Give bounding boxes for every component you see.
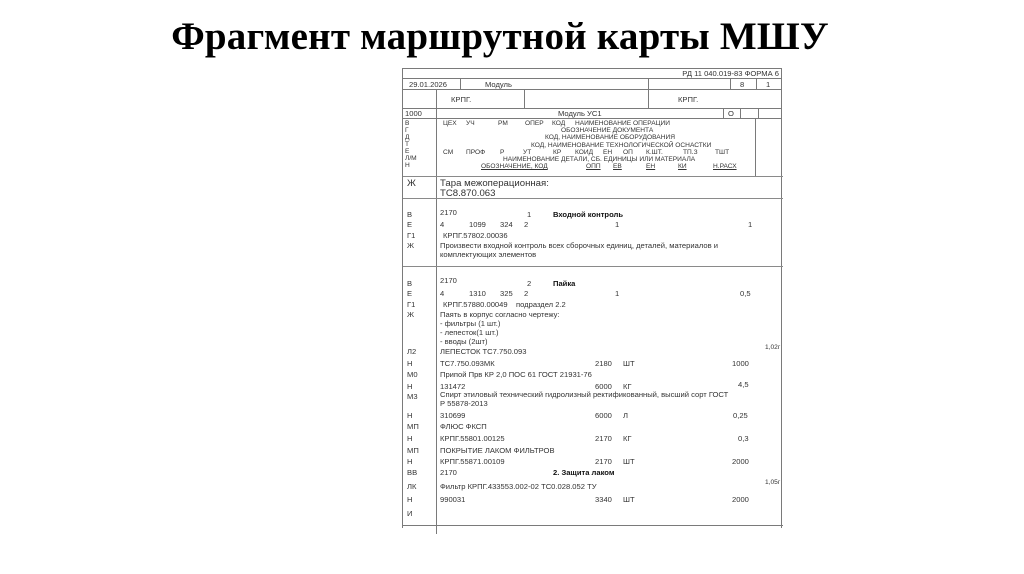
ceh-value: 2170 xyxy=(440,276,457,285)
legend-block xyxy=(403,119,783,177)
tsht-value: 0,5 xyxy=(740,289,751,298)
material-code: ТС7.750.093МК xyxy=(440,359,495,368)
legend-code: Е xyxy=(405,148,410,155)
legend-label: УЧ xyxy=(466,120,475,127)
form-id: РД 11 040.019-83 ФОРМА 6 xyxy=(682,69,779,78)
row-code: ВВ xyxy=(407,468,418,477)
material-name: Р 55878-2013 xyxy=(440,399,488,408)
material-code: КРПГ.55871.00109 xyxy=(440,457,505,466)
material-unit: ШТ xyxy=(623,495,635,504)
legend-label: Н.РАСХ xyxy=(713,163,737,170)
row-code: Н xyxy=(407,382,413,391)
row-code: В xyxy=(407,279,413,288)
legend-label: РМ xyxy=(498,120,508,127)
row-code: В xyxy=(407,210,413,219)
legend-label: ОПП xyxy=(586,163,601,170)
row-code: Г1 xyxy=(407,300,416,309)
tara-value: ТС8.870.063 xyxy=(440,188,496,199)
product-code: 1000 xyxy=(405,109,422,118)
material-opp: 6000 xyxy=(595,411,612,420)
material-name: ЛЕПЕСТОК ТС7.750.093 xyxy=(440,347,527,356)
material-name: ПОКРЫТИЕ ЛАКОМ ФИЛЬТРОВ xyxy=(440,446,555,455)
row-code: Е xyxy=(407,220,413,229)
ceh-value: 2170 xyxy=(440,468,457,477)
ceh-value: 2170 xyxy=(440,208,457,217)
material-qty: 0,3 xyxy=(738,434,749,443)
material-qty: 4,5 xyxy=(738,380,749,389)
legend-label: НАИМЕНОВАНИЕ ДЕТАЛИ, СБ. ЕДИНИЦЫ ИЛИ МАТЕРИАЛА xyxy=(503,156,696,163)
legend-label: УТ xyxy=(523,149,532,156)
header-row-date xyxy=(403,79,781,90)
prof-value: 1099 xyxy=(469,220,486,229)
row-code: Н xyxy=(407,359,413,368)
operation-text: - лепесток(1 шт.) xyxy=(440,328,499,337)
tara-block xyxy=(403,177,783,199)
org-right: КРПГ. xyxy=(678,95,699,104)
r-value: 324 xyxy=(500,220,513,229)
legend-label: НАИМЕНОВАНИЕ ОПЕРАЦИИ xyxy=(575,120,670,127)
material-mass: 1,05г xyxy=(765,479,781,486)
material-name: Припой Прв КР 2,0 ПОС 61 ГОСТ 21931-76 xyxy=(440,370,592,379)
material-opp: 3340 xyxy=(595,495,612,504)
row-code: И xyxy=(407,509,413,518)
material-name: ФЛЮС ФКСП xyxy=(440,422,487,431)
material-code: КРПГ.55801.00125 xyxy=(440,434,505,443)
operation-text: Произвести входной контроль всех сборочных единиц, деталей, материалов и xyxy=(440,241,718,250)
tsht-value: 1 xyxy=(748,220,753,229)
material-name: Спирт этиловый технический гидролизный ректификованный, высший сорт ГОСТ xyxy=(440,390,729,399)
sm-value: 4 xyxy=(440,289,445,298)
row-code: М3 xyxy=(407,392,418,401)
material-code: 310699 xyxy=(440,411,466,420)
legend-code: Г xyxy=(405,127,409,134)
legend-label: КОИД xyxy=(575,149,594,156)
legend-label: ТШТ xyxy=(715,149,730,156)
material-code: 131472 xyxy=(440,382,466,391)
document-ref: КРПГ.57880.00049 xyxy=(443,300,508,309)
operation-incoming-control xyxy=(403,199,783,267)
material-opp: 6000 xyxy=(595,382,612,391)
row-code: ЛК xyxy=(407,482,417,491)
ut-value: 2 xyxy=(524,289,529,298)
oper-number: 1 xyxy=(527,210,532,219)
material-unit: КГ xyxy=(623,382,632,391)
row-code: Л2 xyxy=(407,347,417,356)
operation-text: - вводы (2шт) xyxy=(440,337,488,346)
legend-label: КОД, НАИМЕНОВАНИЕ ТЕХНОЛОГИЧЕСКОЙ ОСНАСТКИ xyxy=(531,142,712,149)
row-code: МП xyxy=(407,422,419,431)
operation-text: комплектующих элементов xyxy=(440,250,537,259)
row-code: Н xyxy=(407,495,413,504)
row-code: МП xyxy=(407,446,419,455)
material-qty: 0,25 xyxy=(733,411,748,420)
material-unit: ШТ xyxy=(623,359,635,368)
legend-code: Т xyxy=(405,141,410,148)
material-mass: 1,02г xyxy=(765,344,781,351)
legend-label: ОПЕР xyxy=(525,120,544,127)
legend-label: Р xyxy=(500,149,505,156)
material-opp: 2170 xyxy=(595,434,612,443)
operation-name: Пайка xyxy=(553,279,576,288)
oper-number: 2 xyxy=(527,279,532,288)
route-card-document xyxy=(402,68,782,528)
operation-soldering xyxy=(403,267,783,525)
operation-name: 2. Защита лаком xyxy=(553,468,615,477)
material-opp: 2170 xyxy=(595,457,612,466)
legend-label: ЕН xyxy=(646,163,656,170)
material-qty: 2000 xyxy=(732,495,749,504)
legend-code: Л/М xyxy=(405,155,417,162)
ut-value: 2 xyxy=(524,220,529,229)
material-qty: 2000 xyxy=(732,457,749,466)
material-code: 990031 xyxy=(440,495,466,504)
material-unit: ШТ xyxy=(623,457,635,466)
operation-text: Паять в корпус согласно чертежу: xyxy=(440,310,560,319)
prof-value: 1310 xyxy=(469,289,486,298)
legend-label: СМ xyxy=(443,149,454,156)
op-value: 1 xyxy=(615,289,620,298)
row-code: Н xyxy=(407,411,413,420)
tara-label: Тара межоперационная: xyxy=(440,178,549,189)
legend-label: ОП xyxy=(623,149,633,156)
legend-label: ОБОЗНАЧЕНИЕ ДОКУМЕНТА xyxy=(561,127,654,134)
material-unit: КГ xyxy=(623,434,632,443)
operation-text: - фильтры (1 шт.) xyxy=(440,319,501,328)
row-code: Ж xyxy=(407,310,415,319)
sheet-number: 8 xyxy=(740,80,745,89)
material-opp: 2180 xyxy=(595,359,612,368)
document-ref: КРПГ.57802.00036 xyxy=(443,231,508,240)
material-name: Фильтр КРПГ.433553.002-02 ТС0.028.052 ТУ xyxy=(440,482,597,491)
row-code: Ж xyxy=(407,178,416,189)
operation-name: Входной контроль xyxy=(553,210,624,219)
slide-title: Фрагмент маршрутной карты МШУ xyxy=(171,15,829,58)
legend-label: ЦЕХ xyxy=(443,120,457,127)
row-code: Н xyxy=(407,457,413,466)
row-code: М0 xyxy=(407,370,418,379)
sheet-count: 1 xyxy=(766,80,771,89)
row-code: Е xyxy=(407,289,413,298)
op-value: 1 xyxy=(615,220,620,229)
product-letter: О xyxy=(728,109,734,118)
legend-label: ЕН xyxy=(603,149,613,156)
material-qty: 1000 xyxy=(732,359,749,368)
material-unit: Л xyxy=(623,411,628,420)
sm-value: 4 xyxy=(440,220,445,229)
legend-label: КИ xyxy=(678,163,687,170)
legend-code: Д xyxy=(405,134,410,141)
legend-label: К.ШТ. xyxy=(646,149,663,156)
legend-label: ОБОЗНАЧЕНИЕ, КОД xyxy=(481,163,548,170)
legend-label: КОД, НАИМЕНОВАНИЕ ОБОРУДОВАНИЯ xyxy=(545,134,675,141)
doc-name: Модуль xyxy=(485,80,512,89)
legend-label: КР xyxy=(553,149,562,156)
legend-code: Н xyxy=(405,162,410,169)
document-note: подраздел 2.2 xyxy=(516,300,566,309)
row-code: Ж xyxy=(407,241,415,250)
doc-date: 29.01.2026 xyxy=(409,80,448,89)
header-row-org xyxy=(403,90,781,109)
r-value: 325 xyxy=(500,289,513,298)
org-left: КРПГ. xyxy=(451,95,472,104)
form-id-row xyxy=(403,69,781,79)
legend-label: ЕВ xyxy=(613,163,622,170)
legend-label: КОД xyxy=(552,120,566,127)
legend-label: ПРОФ xyxy=(466,149,486,156)
row-code: Г1 xyxy=(407,231,416,240)
row-code: Н xyxy=(407,434,413,443)
product-name: Модуль УС1 xyxy=(558,109,602,118)
legend-code: В xyxy=(405,120,410,127)
header-row-product xyxy=(403,109,781,119)
document-bottom-border xyxy=(403,525,783,526)
legend-label: ТП.З xyxy=(683,149,698,156)
